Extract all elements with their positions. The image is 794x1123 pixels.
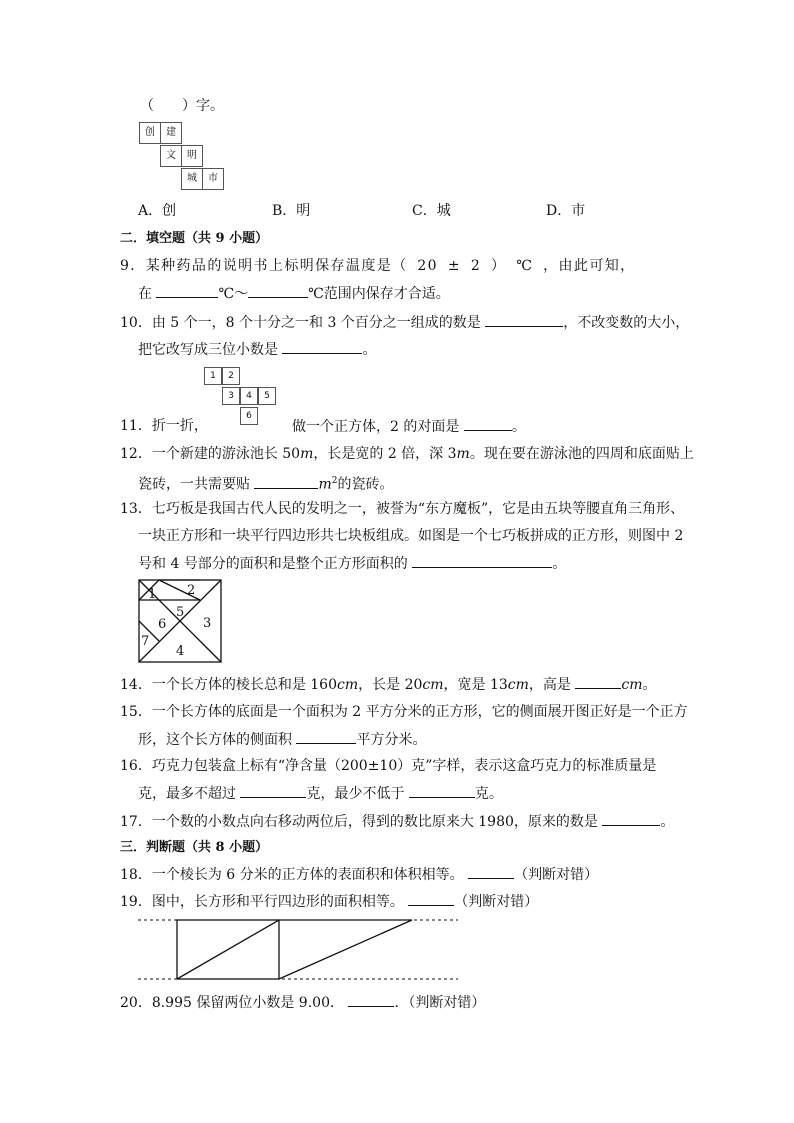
tangram-label: 3: [203, 616, 212, 631]
answer-blank[interactable]: [409, 783, 475, 798]
question-13-line1: 13．七巧板是我国古代人民的发明之一，被誉为“东方魔板”，它是由五块等腰直角三角形、: [120, 501, 685, 517]
question-16-line2: 克，最多不超过 克，最少不低于 克。: [138, 783, 503, 804]
question-11-text-b: 做一个正方体，2 的对面是 。: [292, 416, 526, 437]
tangram-label: 7: [141, 634, 150, 649]
net-cell: 5: [258, 387, 276, 405]
option-b[interactable]: B．明: [272, 203, 311, 219]
question-18: 18．一个棱长为 6 分米的正方体的表面积和体积相等。 （判断对错）: [120, 864, 598, 885]
net-cell: 文: [160, 145, 182, 167]
question-15-line2: 形，这个长方体的侧面积 平方分米。: [138, 729, 426, 750]
net-cell: 创: [139, 122, 161, 144]
tangram-label: 1: [148, 587, 157, 602]
section-title: 三．判断题（共 8 小题）: [120, 840, 269, 855]
rectangle-parallelogram-figure: [138, 915, 458, 985]
answer-blank[interactable]: [296, 729, 356, 744]
question-17: 17．一个数的小数点向右移动两位后，得到的数比原来大 1980，原来的数是 。: [120, 811, 674, 832]
answer-blank[interactable]: [282, 339, 362, 354]
answer-blank[interactable]: [408, 891, 454, 906]
answer-blank[interactable]: [348, 992, 394, 1007]
question-13-line3: 号和 4 号部分的面积和是整个正方形面积的 。: [138, 553, 566, 574]
question-11-text-a: 11．折一折，: [120, 418, 208, 434]
tangram-figure: [138, 579, 222, 663]
question-13-line2: 一块正方形和一块平行四边形共七块板组成。如图是一个七巧板拼成的正方形，则图中 2: [138, 528, 684, 544]
option-c[interactable]: C．城: [412, 203, 451, 219]
tangram-label: 5: [176, 605, 185, 620]
tangram-label: 2: [187, 583, 196, 598]
q8-tail: （ ）字。: [140, 98, 224, 114]
option-a[interactable]: A．创: [138, 203, 177, 219]
question-20: 20．8.995 保留两位小数是 9.00． ．（判断对错）: [120, 992, 485, 1013]
question-9-line1: 9．某种药品的说明书上标明保存温度是（ 20 ± 2 ） ℃ ，由此可知，: [120, 258, 636, 274]
q8-cube-net-figure: [139, 122, 229, 190]
question-12-line1: 12．一个新建的游泳池长 50m，长是宽的 2 倍，深 3m。现在要在游泳池的四周和底面贴上: [120, 446, 694, 462]
answer-blank[interactable]: [248, 283, 308, 298]
net-cell: 明: [181, 145, 203, 167]
answer-blank[interactable]: [575, 674, 621, 689]
answer-blank[interactable]: [254, 474, 318, 489]
question-15-line1: 15．一个长方体的底面是一个面积为 2 平方分米的正方形，它的侧面展开图正好是一个正方: [120, 704, 688, 720]
question-16-line1: 16．巧克力包装盒上标有“净含量（200±10）克”字样，表示这盒巧克力的标准质量是: [120, 758, 657, 774]
q11-cube-net-figure: [204, 367, 294, 429]
section-title: 二．填空题（共 9 小题）: [120, 231, 269, 246]
question-14: 14．一个长方体的棱长总和是 160cm，长是 20cm，宽是 13cm，高是 cm。: [120, 674, 656, 695]
net-cell: 建: [160, 122, 182, 144]
tangram-label: 4: [176, 644, 185, 659]
net-cell: 2: [222, 367, 240, 385]
net-cell: 1: [204, 367, 222, 385]
question-9-line2: 在 ℃～ ℃范围内保存才合适。: [138, 283, 450, 304]
question-10-line1: 10．由 5 个一，8 个十分之一和 3 个百分之一组成的数是 ，不改变数的大小，: [120, 312, 689, 333]
question-12-line2: 瓷砖，一共需要贴 $m^2$的瓷砖。: [138, 471, 393, 495]
net-cell: 4: [240, 387, 258, 405]
net-cell: 6: [240, 407, 258, 425]
tangram-label: 6: [158, 617, 167, 632]
answer-blank[interactable]: [602, 811, 660, 826]
question-10-line2: 把它改写成三位小数是 。: [138, 339, 376, 360]
question-19: 19．图中，长方形和平行四边形的面积相等。 （判断对错）: [120, 891, 538, 912]
answer-blank[interactable]: [485, 312, 563, 327]
answer-blank[interactable]: [240, 783, 306, 798]
net-cell: 城: [181, 168, 203, 190]
answer-blank[interactable]: [412, 553, 552, 568]
net-cell: 3: [222, 387, 240, 405]
answer-blank[interactable]: [468, 864, 514, 879]
option-d[interactable]: D．市: [546, 203, 586, 219]
answer-blank[interactable]: [464, 416, 512, 431]
answer-blank[interactable]: [156, 283, 218, 298]
net-cell: 市: [202, 168, 224, 190]
